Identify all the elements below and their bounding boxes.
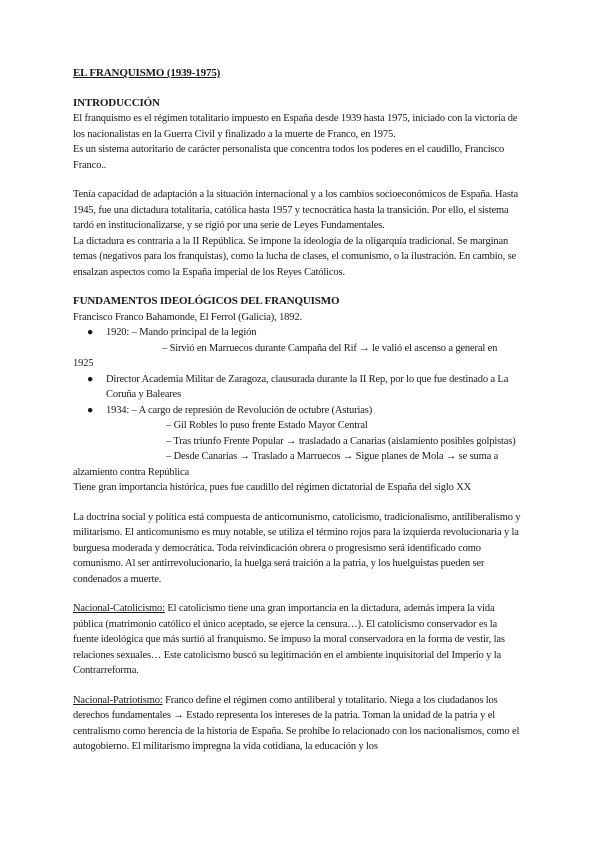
list-item: ● 1934: – A cargo de represión de Revolución de octubre (Asturias) [73, 403, 523, 419]
nacional-patriotismo-label: Nacional-Patriotismo: [73, 694, 163, 706]
bullet-icon: ● [87, 373, 94, 385]
list-subitem: – Tras triunfo Frente Popular → trasladado a Canarias (aislamiento posibles golpistas) [166, 435, 516, 447]
intro-paragraph-2: Es un sistema autoritario de carácter personalista que concentra todos los poderes en el caudillo, Francisco Franco.. [73, 144, 505, 171]
nacional-catolicismo-label: Nacional-Catolicismo: [73, 603, 165, 614]
doctrina-paragraph: La doctrina social y política está compuesta de anticomunismo, catolicismo, tradicionalismo, antiliberalismo y militarismo. El anticomunismo es muy notable, se utiliza el término rojos para la izquierda revolucionaria y la burguesa moderada y democrática. Toda reivindicación obrera o progresismo será identificado como comunismo. Al ser antirrevolucionario, la huelga será traición a la patria, y los huelguistas pueden ser condenados a muerte. [73, 511, 521, 585]
intro-paragraph-3: Tenía capacidad de adaptación a la situación internacional y a los cambios socioeconómicos de España. Hasta 1945, fue una dictadura totalitaria, católica hasta 1957 y tecnocrática hasta la transición. Por ello, el sistema tardó en institucionalizarse, y se rigió por una serie de Leyes Fundamentales. [73, 189, 519, 231]
list-continuation: 1925 [73, 358, 94, 369]
franco-intro: Francisco Franco Bahamonde, El Ferrol (Galicia), 1892. [73, 311, 302, 323]
bullet-icon: ● [87, 327, 94, 338]
intro-paragraph-1: El franquismo es el régimen totalitario impuesto en España desde 1939 hasta 1975, iniciado con la victoria de los nacionalistas en la Guerra Civil y finalizado a la muerte de Franco, en 1975. [73, 113, 518, 140]
intro-heading: INTRODUCCIÓN [73, 96, 160, 109]
page-title: EL FRANQUISMO (1939-1975) [73, 67, 221, 79]
fundamentos-heading: FUNDAMENTOS IDEOLÓGICOS DEL FRANQUISMO [73, 295, 340, 307]
intro-paragraph-4: La dictadura es contraria a la II República. Se impone la ideología de la oligarquía tradicional. Se marginan temas (negativos para los franquistas), como la lucha de clases, el comunismo, o la ilustración. En cambio, se ensalzan aspectos como la España imperial de los Reyes Católicos. [73, 235, 517, 278]
list-subitem: – Sirvió en Marruecos durante Campaña del Rif → le valió el ascenso a general en [162, 342, 498, 354]
biography-list [73, 325, 523, 356]
list-item: ● Director Academia Militar de Zaragoza, clausurada durante la II Rep, por lo que fue destinado a La Coruña y Baleares [87, 373, 509, 400]
bullet-icon: ● [87, 404, 94, 416]
closing-sentence: Tiene gran importancia histórica, pues fue caudillo del régimen dictatorial de España del siglo XX [73, 482, 472, 493]
list-subitem: – Desde Canarias → Traslado a Marruecos → Sigue planes de Mola → se suma a [166, 451, 499, 462]
list-continuation: alzamiento contra República [73, 466, 190, 478]
document-page [73, 66, 523, 755]
list-subitem: – Gil Robles lo puso frente Estado Mayor Central [166, 420, 368, 431]
nacional-catolicismo-paragraph: Nacional-Catolicismo: El catolicismo tiene una gran importancia en la dictadura, además impera la vida pública (matrimonio católico el único aceptado, se ejerce la censura…). El catolicismo conservador es la fuente ideológica que más surtió al franquismo. Se impuso la moral conservadora en la forma de vestir, las relaciones sexuales… Este catolicismo buscó su legitimación en el ambiente inquisitorial del Imperio y la Contrarreforma. [73, 603, 505, 676]
list-item: ● 1920: – Mando principal de la legión [73, 325, 523, 341]
nacional-patriotismo-paragraph: Nacional-Patriotismo: Franco define el régimen como antiliberal y totalitario. Niega a los ciudadanos los derechos fundamentales → Estado representa los intereses de la patria. Toman la unidad de la patria y el centralismo como herencia de la historia de España. Se prohíbe lo relacionado con los nacionalismos, como el autogobierno. El militarismo impregna la vida cotidiana, la educación y los [73, 694, 520, 752]
